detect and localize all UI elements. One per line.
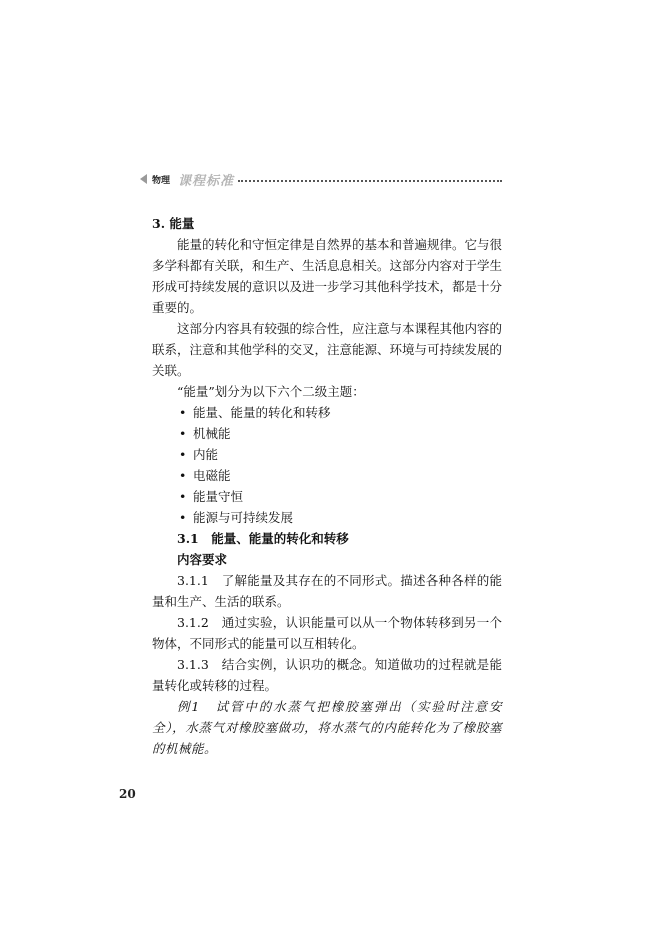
- bullet-icon: •: [179, 447, 187, 462]
- paragraph: 这部分内容具有较强的综合性，应注意与本课程其他内容的联系，注意和其他学科的交叉，注意能源、环境与可持续发展的关联。: [152, 321, 503, 378]
- topic-label: 能量守恒: [193, 489, 244, 504]
- list-item: [179, 507, 502, 528]
- triangle-left-icon: [140, 174, 147, 184]
- list-item: [179, 486, 502, 507]
- topic-label: 能源与可持续发展: [193, 510, 294, 525]
- list-item: [179, 465, 502, 486]
- section-title: 3. 能量: [152, 216, 195, 231]
- requirement-item: 3.1.3 结合实例，认识功的概念。知道做功的过程就是能量转化或转移的过程。: [152, 657, 502, 693]
- subsection-title: 3.1 能量、能量的转化和转移: [177, 531, 349, 546]
- topic-label: 能量、能量的转化和转移: [193, 405, 331, 420]
- topic-label: 电磁能: [193, 468, 231, 483]
- list-item: [179, 423, 502, 444]
- bullet-icon: •: [179, 510, 187, 525]
- list-item: [179, 402, 502, 423]
- requirement-item: 3.1.2 通过实验，认识能量可以从一个物体转移到另一个物体，不同形式的能量可以互相转化。: [152, 615, 502, 651]
- page-number: 20: [119, 787, 136, 801]
- header-title: 课程标准: [178, 173, 235, 189]
- list-item: [179, 444, 502, 465]
- paragraph: 能量的转化和守恒定律是自然界的基本和普遍规律。它与很多学科都有关联，和生产、生活息息相关。这部分内容对于学生形成可持续发展的意识以及进一步学习其他科学技术，都是十分重要的。: [152, 237, 503, 315]
- bullet-icon: •: [179, 426, 187, 441]
- bullet-icon: •: [179, 489, 187, 504]
- bullet-icon: •: [179, 468, 187, 483]
- requirements-heading: 内容要求: [177, 552, 228, 567]
- paragraph: “能量”划分为以下六个二级主题：: [177, 384, 365, 399]
- page-content: [152, 213, 502, 759]
- topic-label: 机械能: [193, 426, 231, 441]
- running-header: [140, 171, 502, 187]
- header-subject: 物理: [152, 175, 171, 186]
- requirement-item: 3.1.1 了解能量及其存在的不同形式。描述各种各样的能量和生产、生活的联系。: [152, 573, 502, 609]
- bullet-icon: •: [179, 405, 187, 420]
- example-text: 例1 试管中的水蒸气把橡胶塞弹出（实验时注意安全），水蒸气对橡胶塞做功，将水蒸气的内能转化为了橡胶塞的机械能。: [152, 699, 502, 756]
- topic-label: 内能: [193, 447, 219, 462]
- topic-list: [152, 402, 502, 528]
- header-dotted-rule: [238, 180, 502, 182]
